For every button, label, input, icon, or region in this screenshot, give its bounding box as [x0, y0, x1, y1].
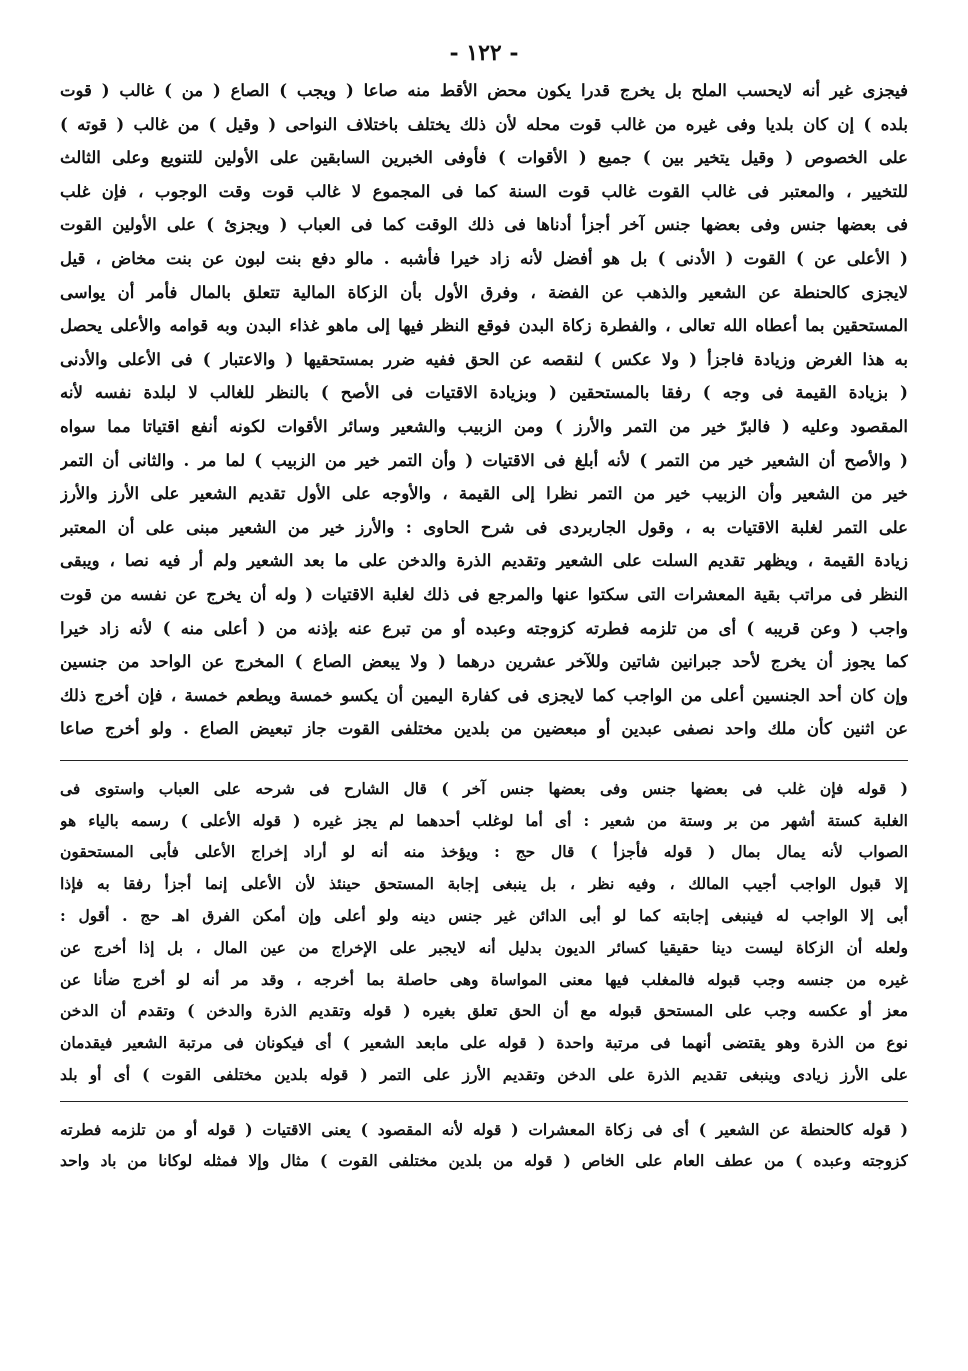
section-divider — [60, 760, 908, 761]
main-text-line: على الخصوص ( وقيل يتخير بين ) جميع ( الأقوات ) فأوفى الخبرين السابقين على الأولين للتنويع وعلى الثالث — [60, 148, 908, 168]
main-text-line: عن اثنين كأن ملك واحد نصفى عبدين أو مبعضين من بلدين مختلفى القوت جاز تبعيض الصاع . ولو أخرج صاعا — [60, 719, 908, 739]
main-text-line: ( الأعلى عن ) القوت ( الأدنى ) بل هو أفضل لأنه زاد خيرا فأشبه . مالو دفع بنت لبون عن بنت مخاض ، قيل — [60, 248, 908, 268]
main-text-line: خير من الشعير وأن الزبيب خير من التمر نظرا إلى القيمة ، والأوجه على الأول تقديم الشعير على الأرز والأرز — [60, 484, 908, 504]
note-line: الصواب لأنه يمال بمال ( قوله فأجزأ ) قال حج : ويؤخذ منه أنه لو أراد إخراج الأعلى فأبى المستحقون — [60, 842, 908, 862]
note-line: معز أو عكسه وجب على المستحق قبوله مع أن الحق تعلق بغيره ( قوله وتقديم الذرة والدخن ) وتقدم أن الدخن — [60, 1001, 908, 1021]
main-text-line: النظر فى مراتب بقية المعشرات التى سكتوا عنها والمرجع فى ذلك لغلبة الاقتيات ( وله أن يخرج عن نفسه من قوت — [60, 584, 908, 604]
note-line: نوع من الذرة وهو يقتضى أنهما فى مرتبة واحدة ( قوله على مابعد الشعير ) أى فيكونان فى مرتبة الشعير فيقدمان — [60, 1033, 908, 1053]
main-text-line: واجب ( وعن قريبه ) أى من تلزمه فطرته كزوجته وعبده أو من تبرع عنه بإذنه من ( أعلى منه ) لأنه زاد خيرا — [60, 618, 908, 638]
main-text-line: لايجزى كالحنطة عن الشعير والذهب عن الفضة ، وفرق الأول بأن الزكاة المالية تتعلق بالمال فأمر أن يواسى — [60, 282, 908, 302]
note-line: غيره من جنسه وجب قبوله فالمغلب فيها معنى المواساة وهى حاصلة بما أخرجه ، وقد مر أنه لو أخرج ضأنا عن — [60, 969, 908, 989]
note-line: كزوجته وعبده ) من عطف العام على الخاص ( قوله من بلدين مختلفى القوت ) مثال وإلا فمثله لوكانا من باد واحد — [60, 1150, 908, 1170]
main-text-line: على التمر لغلبة الاقتيات به ، وقول الجاربردى فى شرح الحاوى : والأرز خير من الشعير مبنى على أن المعتبر — [60, 517, 908, 537]
note-line: ( قوله فإن غلب فى بعضها جنس وفى بعضها جنس آخر ) قال الشارح فى شرحه على العباب واستوى فى — [60, 778, 908, 798]
page-number: - ١٢٢ - — [449, 40, 519, 66]
document-page — [60, 38, 908, 1176]
main-text-line: كما يجوز أن يخرج لأحد جبرانين شاتين وللآخر عشرين درهما ( ولا يبعض الصاع ) المخرج عن الواحد من جنسين — [60, 652, 908, 672]
note-line: ( قوله كالحنطة عن الشعير ) أى فى زكاة المعشرات ( قوله لأنه المقصود ) يعنى الاقتيات ( قوله أو من تلزمه فطرته — [60, 1119, 908, 1139]
commentary-notes-upper — [60, 773, 908, 1091]
main-text — [60, 74, 908, 746]
main-text-line: ( والأصح أن الشعير خير من التمر ) لأنه أبلغ فى الاقتيات ( وأن التمر خير من الزبيب ) لما مر . والثانى أن التمر — [60, 450, 908, 470]
main-text-line: المستحقين بما أعطاه الله تعالى ، والفطرة زكاة البدن فوقع النظر فيها إلى ماهو غذاء البدن وبه قوامه والأعلى يحصل — [60, 316, 908, 336]
main-text-line: بلده ) إن كان بلديا وفى غيره من غالب قوت محله لأن ذلك يختلف باختلاف النواحى ( وقيل ) من غالب ( قوته ) — [60, 114, 908, 134]
main-text-line: المقصود وعليه ( فالبرّ خير من التمر والأرز ) ومن الزبيب والشعير وسائر الأقوات لكونه أنفع اقتياتا مما سواه — [60, 416, 908, 436]
note-line: أبى إلا الواجب له فينبغى إجابته كما لو أبى الدائن غير جنس دينه ولو أعلى وإن أمكن الفرق اهـ حج . أقول : — [60, 906, 908, 926]
note-line: إلا قبول الواجب أجيب المالك ، وفيه نظر ، بل ينبغى إجابة المستحق حينئذ لأن الأعلى إنما أجزأ رفقا به فإذا — [60, 874, 908, 894]
note-line: الغلبة كستة أشهر من بر وستة من شعير : أى أما لوغلب أحدهما لم يجز غيره ( قوله الأعلى ) رسمه بالياء هو — [60, 810, 908, 830]
note-line: ولعله أن الزكاة ليست دينا حقيقيا كسائر الديون بدليل أنه لايجبر على الإخراج من عين المال ، بل إذا أخرج عن — [60, 937, 908, 957]
commentary-notes-lower — [60, 1114, 908, 1176]
main-text-line: زيادة القيمة ، ويظهر تقديم السلت على الشعير وتقديم الذرة والدخن على ما بعد الشعير ولم أر فيه نصا ، ويبقى — [60, 551, 908, 571]
main-text-line: وإن كان أحد الجنسين أعلى من الواجب كما لايجزى فى كفارة اليمين أن يكسو خمسة ويطعم خمسة ، فإن أخرج ذلك — [60, 685, 908, 705]
main-text-line: ( بزيادة القيمة فى وجه ) رفقا بالمستحقين ( وبزيادة الاقتيات فى الأصح ) بالنظر للغالب لا لبلدة نفسه لأنه — [60, 383, 908, 403]
main-text-line: فى بعضها جنس وفى بعضها جنس آخر أجزأ أدناها فى ذلك الوقت كما فى العباب ( ويجزئ ) على الأولين القوت — [60, 215, 908, 235]
main-text-line: للتخيير ، والمعتبر فى غالب القوت غالب قوت السنة كما فى المجموع لا غالب قوت وقت الوجوب ، فإن غلب — [60, 181, 908, 201]
section-divider — [60, 1101, 908, 1102]
main-text-line: به هذا الغرض وزيادة فاجزأ ( ولا عكس ) لنقصه عن الحق ففيه ضرر بمستحقيها ( والاعتبار ) فى الأعلى والأدنى — [60, 349, 908, 369]
note-line: على الأرز زيادى وينبغى تقديم الذرة على الدخن وتقديم الأرز على التمر ( قوله بلدين مختلفى القوت ) أى أو بلد — [60, 1065, 908, 1085]
main-text-line: فيجزى غير أنه لايحسب الملح بل يخرج قدرا يكون محض الأقط منه صاعا ( ويجب ) الصاع ( من ) غالب ( قوت — [60, 81, 908, 100]
